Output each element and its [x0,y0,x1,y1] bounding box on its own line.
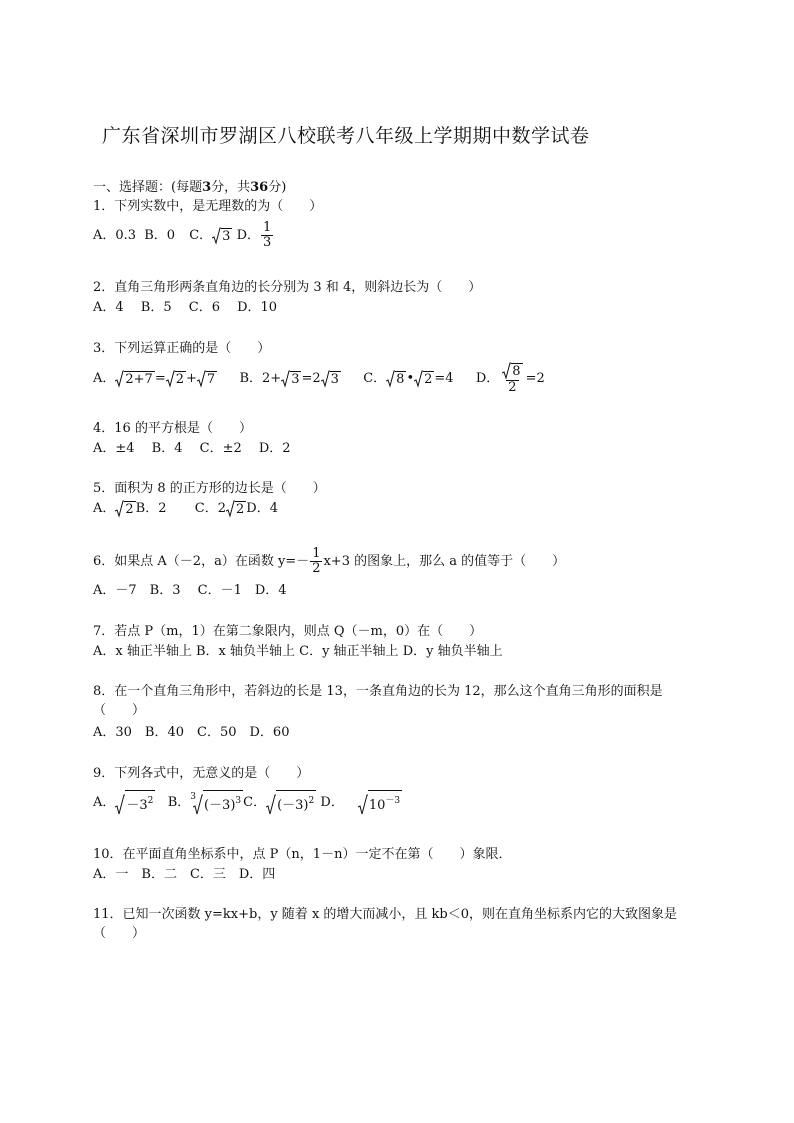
q5-c-radical [226,500,246,518]
q3-b-radicand-1: 3 [291,371,300,387]
q9-d-radicand [368,790,402,816]
q3-c-radicand-2: 2 [424,371,433,387]
q3-a-eq: = [154,371,166,386]
q3-b-radicand-2: 3 [330,371,339,387]
q1-option-c-label: C． [189,227,213,243]
q9-c-base: (－3) [277,798,309,813]
question-7-options: A．x 轴正半轴上 B．x 轴负半轴上 C．y 轴正半轴上 D．y 轴负半轴上 [93,644,503,659]
q5-c-radicand: 2 [236,502,245,517]
q3-a-radical-1 [115,370,154,388]
q3-d-numerator [500,362,524,380]
q6-fraction [310,547,322,576]
q9-b-radicand [203,790,243,816]
q3-d-denominator: 2 [508,380,517,395]
question-1-stem: 1．下列实数中，是无理数的为（ ） [93,199,323,214]
q5-option-c-label: C．2 [194,501,226,516]
q9-option-d-label: D． [320,795,344,810]
q9-b-radical [193,790,243,816]
question-1-options [93,221,274,250]
question-3-options [93,362,545,395]
q3-c-radical-1 [386,370,406,388]
q3-a-radical-2 [166,370,186,388]
q5-option-b: B．2 [135,501,167,516]
question-2-stem: 2．直角三角形两条直角边的长分别为 3 和 4，则斜边长为（ ） [93,280,482,295]
question-3-stem: 3．下列运算正确的是（ ） [93,341,271,356]
q6-stem-post: x+3 的图象上，那么 a 的值等于（ ） [323,553,566,569]
question-10-stem: 10．在平面直角坐标系中，点 P（n，1－n）一定不在第（ ）象限． [93,847,512,862]
q9-a-base: －3 [126,798,148,813]
q3-d-fraction [500,362,524,395]
q9-d-base: 10 [368,798,386,813]
q9-c-exponent: 2 [308,796,315,806]
section-points-each: 3 [202,180,212,195]
question-11-stem-continued: （ ） [93,926,146,941]
question-8-options: A．30 B．40 C．50 D．60 [93,725,290,740]
exam-title: 广东省深圳市罗湖区八校联考八年级上学期期中数学试卷 [102,125,590,147]
question-9-options [93,790,402,816]
q9-a-radical [115,790,155,816]
q3-b-radical-2 [321,370,341,388]
q3-b-eq: =2 [301,371,321,386]
q1-c-radicand: 3 [222,228,231,244]
q1-option-b: B．0 [144,227,176,243]
q3-d-eq: =2 [525,371,545,386]
question-7-stem: 7．若点 P（m，1）在第二象限内，则点 Q（－m，0）在（ ） [93,624,483,639]
q3-option-b-label: B．2+ [239,370,282,386]
section-header [93,180,286,196]
q1-d-numerator: 1 [263,220,272,235]
q9-a-radicand [125,790,155,816]
q3-option-d-label: D． [475,370,500,386]
q9-option-b-label: B． [167,795,191,810]
q3-c-radical-2 [414,370,434,388]
q5-a-radical [115,500,135,518]
q3-a-plus: + [186,371,197,386]
q1-option-d-label: D． [236,227,260,243]
q3-c-dot: • [406,371,415,386]
q9-option-a-label: A． [93,795,116,810]
q1-option-c-radical [212,227,232,245]
section-label: 一、选择题：(每题 [93,180,203,195]
q1-d-denominator: 3 [263,235,272,250]
q9-b-exponent: 3 [235,796,242,806]
q3-b-radical-1 [281,370,301,388]
section-points-total: 36 [250,180,269,195]
question-6-options: A．－7 B．3 C．－1 D．4 [93,583,287,598]
q6-denominator: 2 [312,561,321,576]
q3-d-radicand: 8 [512,364,521,379]
q3-c-radicand-1: 8 [396,371,405,387]
q3-a-radicand-2: 2 [175,371,185,387]
q3-a-radical-3 [197,370,217,388]
q3-option-c-label: C． [363,370,387,386]
q3-d-radical [502,362,522,380]
q3-a-radicand-1: 2+7 [125,371,153,387]
question-8-stem-continued: （ ） [93,703,146,718]
question-11-stem: 11．已知一次函数 y=kx+b，y 随着 x 的增大而减小，且 kb＜0，则在直角坐标系内它的大致图象是 [93,907,678,922]
q9-c-radical [266,790,316,816]
section-end: 分) [268,180,287,195]
question-2-options: A．4 B．5 C．6 D．10 [93,300,278,315]
question-8-stem: 8．在一个直角三角形中，若斜边的长是 13，一条直角边的长为 12，那么这个直角三角形的面积是 [93,684,663,699]
q9-b-root-index: 3 [190,791,196,802]
question-5-options [93,500,278,518]
question-5-stem: 5．面积为 8 的正方形的边长是（ ） [93,481,326,496]
q9-b-base: (－3) [203,798,236,813]
q9-d-radical [358,790,402,816]
question-9-stem: 9．下列各式中，无意义的是（ ） [93,766,310,781]
section-mid: 分，共 [211,180,251,195]
q9-d-exponent: －3 [385,796,401,806]
q1-option-a: A．0.3 [93,227,137,243]
q3-a-radicand-3: 7 [206,371,216,387]
q5-a-radicand: 2 [125,502,134,517]
question-4-stem: 4．16 的平方根是（ ） [93,421,252,436]
q1-option-d-fraction [261,221,273,250]
q6-numerator: 1 [312,546,321,561]
q6-stem-pre: 6．如果点 A（－2，a）在函数 y=－ [93,553,310,569]
q3-option-a-label: A． [93,370,116,386]
q3-c-eq: =4 [434,371,454,386]
q9-c-radicand [276,790,316,816]
question-6-stem [93,547,565,576]
q9-option-c-label: C． [243,795,267,810]
question-10-options: A．一 B．二 C．三 D．四 [93,867,276,882]
q5-option-a-label: A． [93,501,116,516]
q9-a-exponent: 2 [147,796,154,806]
question-4-options: A．±4 B．4 C．±2 D．2 [93,441,291,456]
q5-option-d: D．4 [246,501,278,516]
